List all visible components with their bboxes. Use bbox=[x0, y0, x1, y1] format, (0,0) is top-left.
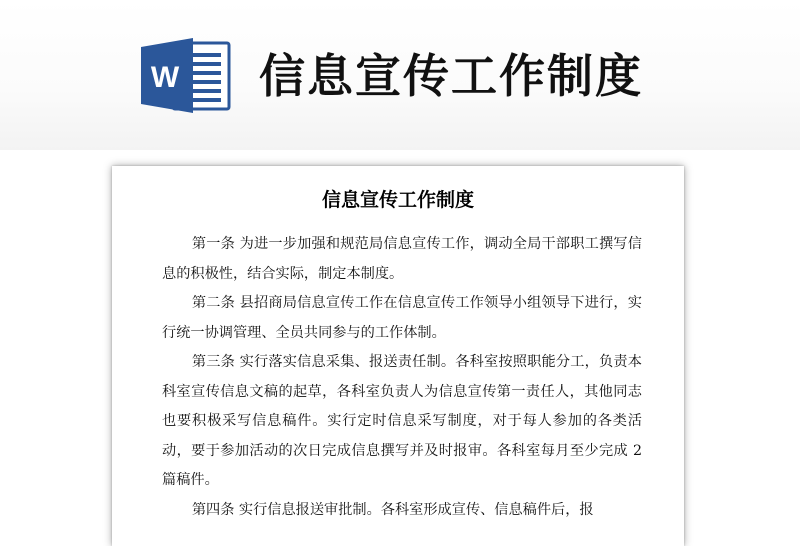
paragraph-article-4: 第四条 实行信息报送审批制。各科室形成宣传、信息稿件后，报 bbox=[191, 501, 594, 518]
document-page bbox=[112, 166, 684, 546]
word-icon-letter: W bbox=[150, 61, 180, 94]
paragraph-article-2: 第二条 县招商局信息宣传工作在信息宣传工作领导小组领导下进行，实行统一协调管理、全员共同参与的工作体制。 bbox=[162, 295, 642, 341]
header-banner bbox=[0, 0, 800, 150]
page-title: 信息宣传工作制度 bbox=[259, 49, 643, 103]
document-title: 信息宣传工作制度 bbox=[321, 189, 474, 211]
document-body bbox=[162, 230, 642, 525]
word-icon bbox=[141, 37, 233, 114]
paragraph-article-1: 第一条 为进一步加强和规范局信息宣传工作，调动全局干部职工撰写信息的积极性，结合实际，制定本制度。 bbox=[162, 236, 642, 282]
paragraph-article-3: 第三条 实行落实信息采集、报送责任制。各科室按照职能分工，负责本科室宣传信息文稿的起草，各科室负责人为信息宣传第一责任人，其他同志也要积极采写信息稿件。实行定时信息采写制度，对于每人参加的各类活动，要于参加活动的次日完成信息撰写并及时报审。各科室每月至少完成 2 篇稿件。 bbox=[162, 354, 642, 488]
